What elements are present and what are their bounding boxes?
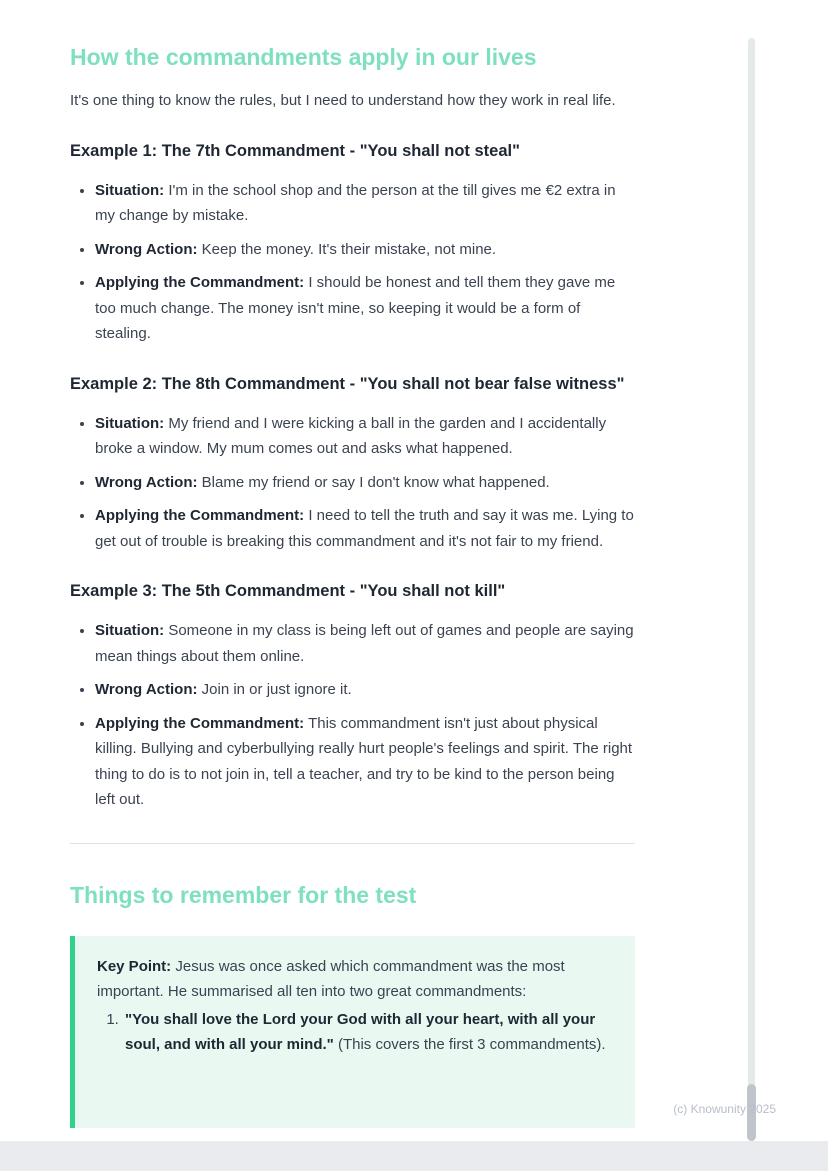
callout-item-bold: "You shall love the Lord your God with all your heart, with all your soul, and with all your mind." [125,1010,596,1053]
bullet-item [95,677,635,703]
document-content [70,0,635,1128]
callout-item-text: (This covers the first 3 commandments). [337,1036,606,1053]
bullet-item [95,618,635,669]
bullet-label: Applying the Commandment: [95,714,305,732]
callout-text: Jesus was once asked which commandment was the most important. He summarised all ten into two great commandments: [97,957,565,1000]
section-title-remember: Things to remember for the test [70,881,417,908]
bullet-label: Wrong Action: [95,681,198,698]
bullet-item [95,270,635,347]
callout-numbered-list [97,1007,615,1058]
example-2-bullets [70,411,635,555]
callout-label: Key Point: [97,957,172,975]
bullet-item [95,503,635,554]
example-1-heading: Example 1: The 7th Commandment - "You shall not steal" [70,141,520,160]
scrollbar-track[interactable] [748,38,755,1141]
example-3-heading: Example 3: The 5th Commandment - "You shall not kill" [70,582,506,600]
section-divider [70,843,635,844]
intro-paragraph: It's one thing to know the rules, but I need to understand how they work in real life. [70,92,616,109]
bullet-text: Keep the money. It's their mistake, not mine. [201,240,497,258]
bullet-item [95,411,635,462]
callout-paragraph [97,954,615,1005]
bullet-label: Applying the Commandment: [95,274,305,291]
bullet-text: I should be honest and tell them they gave me too much change. The money isn't mine, so keeping it would be a form of stealing. [95,274,616,342]
bullet-label: Wrong Action: [95,240,198,258]
bullet-text: This commandment isn't just about physical killing. Bullying and cyberbullying really hurt people's feelings and spirit. The right thing to do is to not join in, tell a teacher, and try to be kind to the person being left out. [95,714,633,808]
callout-list-item [123,1007,615,1058]
example-2-heading: Example 2: The 8th Commandment - "You shall not bear false witness" [70,374,625,393]
key-point-callout [70,936,635,1128]
bullet-label: Applying the Commandment: [95,507,305,524]
bullet-text: I need to tell the truth and say it was me. Lying to get out of trouble is breaking this commandment and it's not fair to my friend. [95,507,634,550]
bullet-text: My friend and I were kicking a ball in the garden and I accidentally broke a window. My mum comes out and asks what happened. [95,414,607,457]
bullet-label: Situation: [95,181,165,199]
bullet-text: Blame my friend or say I don't know what happened. [201,473,550,491]
bullet-text: I'm in the school shop and the person at the till gives me €2 extra in my change by mistake. [95,181,616,224]
bullet-item [95,470,635,496]
example-1-bullets [70,178,635,347]
bullet-label: Situation: [95,622,165,639]
copyright-watermark: (c) Knowunity 2025 [673,1102,776,1116]
bullet-label: Wrong Action: [95,473,198,491]
bullet-item [95,237,635,263]
section-title-apply: How the commandments apply in our lives [70,44,537,70]
bullet-label: Situation: [95,414,165,432]
example-3-bullets [70,618,635,813]
bullet-text: Join in or just ignore it. [201,681,352,698]
bullet-item [95,711,635,813]
bullet-item [95,178,635,229]
bullet-text: Someone in my class is being left out of games and people are saying mean things about them online. [95,622,634,665]
